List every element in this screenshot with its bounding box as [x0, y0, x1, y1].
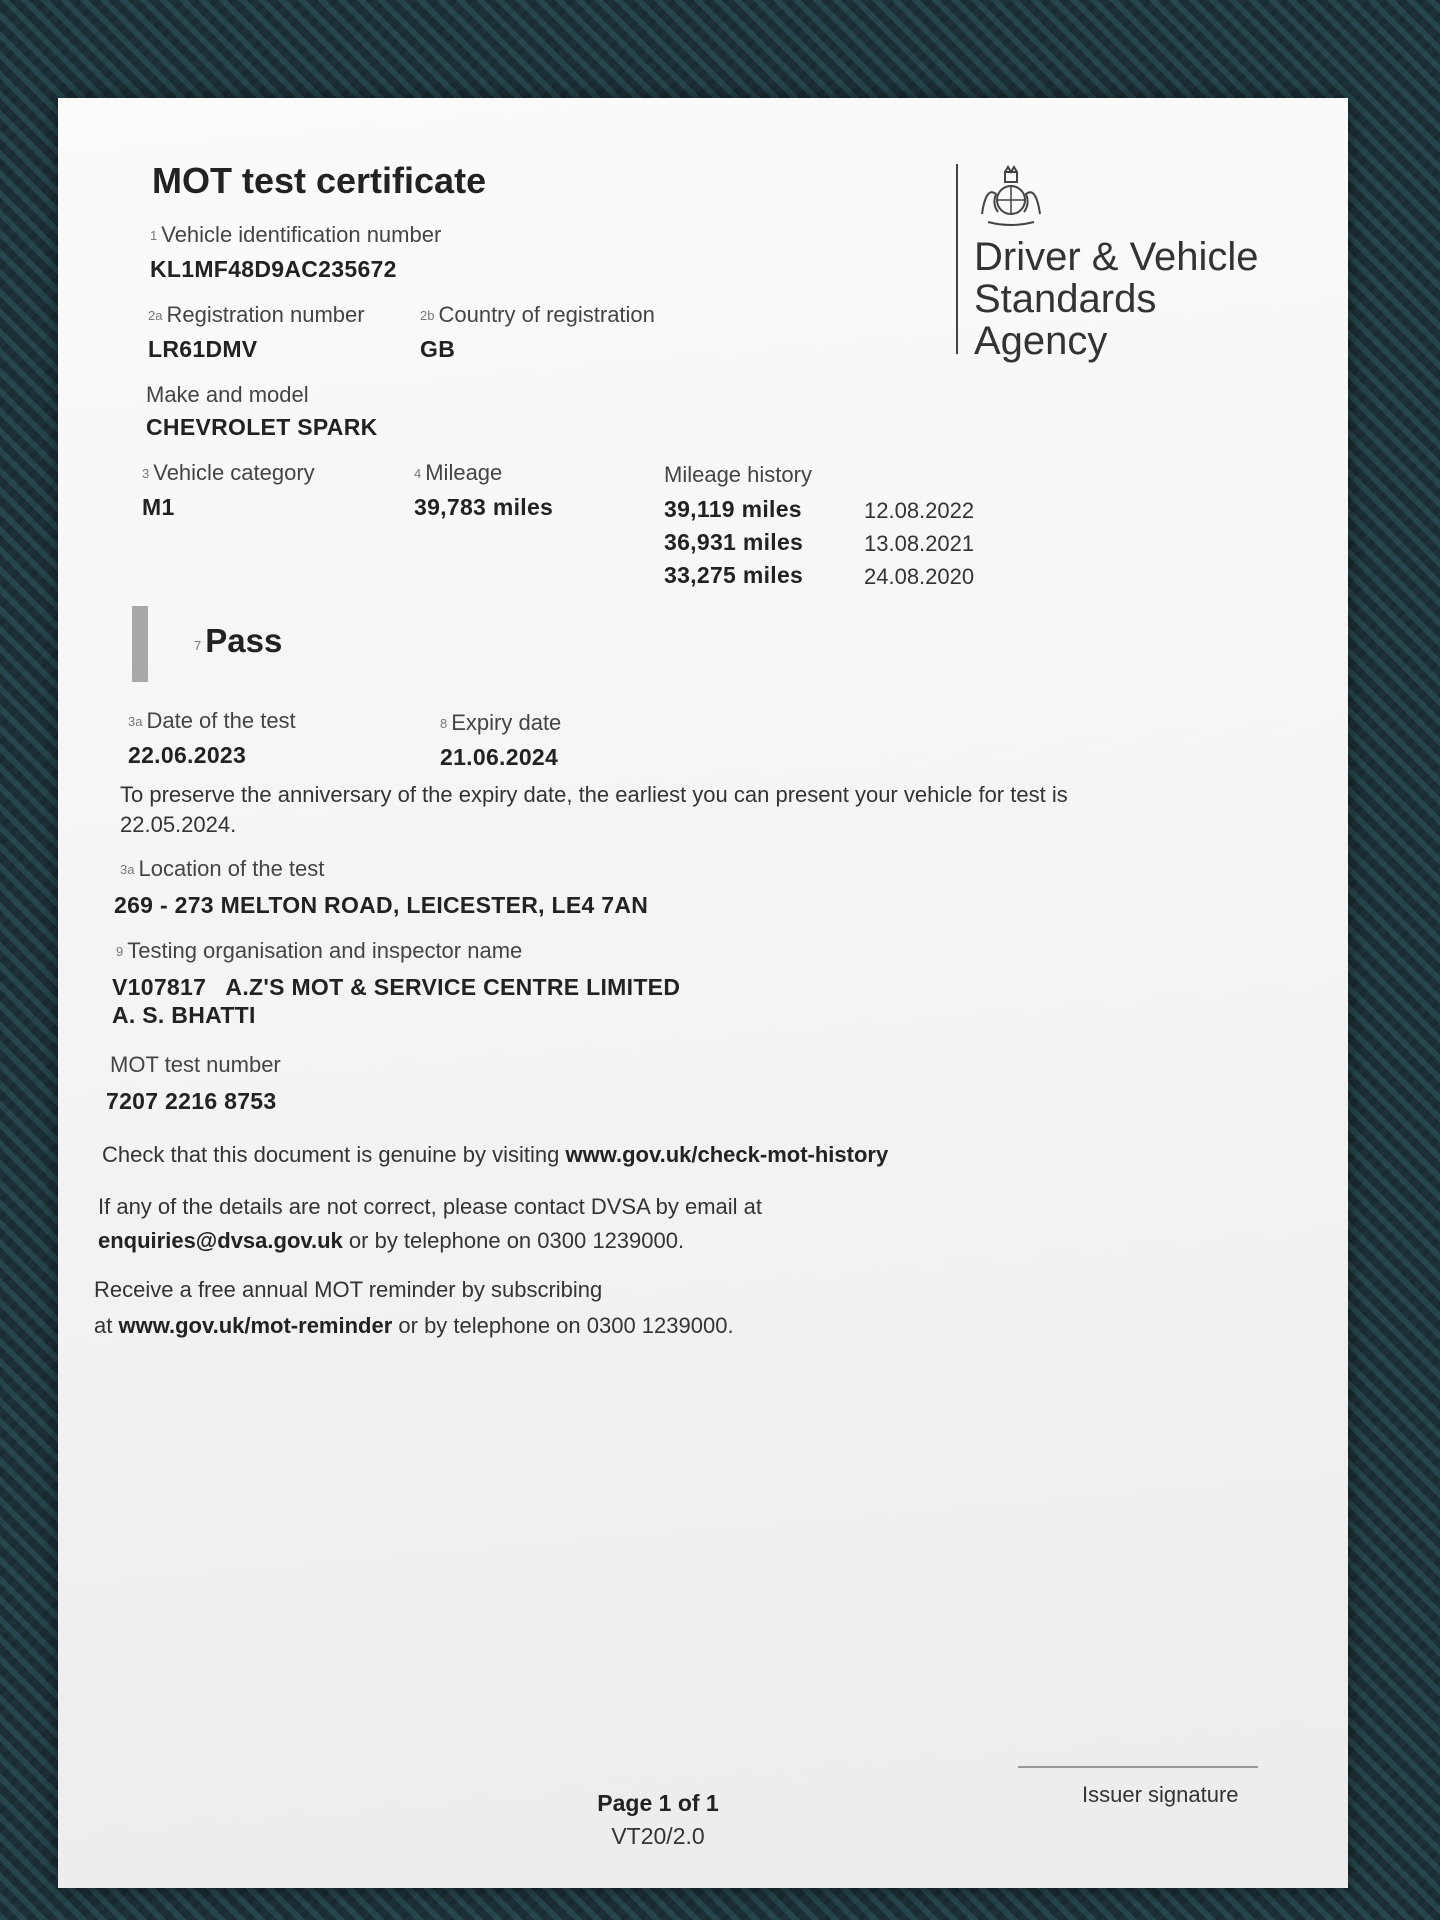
reminder-text	[94, 1272, 734, 1344]
history-date: 13.08.2021	[864, 531, 975, 556]
test-number-label: MOT test number	[110, 1052, 281, 1077]
result-label: Pass	[205, 622, 283, 659]
field-number: 2a	[148, 308, 163, 323]
field-number: 1	[150, 228, 158, 243]
document-title: MOT test certificate	[152, 160, 487, 201]
field-number: 9	[116, 944, 124, 959]
signature-line	[1018, 1766, 1258, 1768]
test-date-label-text: Date of the test	[146, 708, 296, 733]
check-genuine-text	[102, 1142, 888, 1168]
country-label	[420, 302, 655, 328]
reminder-line	[94, 1308, 734, 1344]
reminder-line: Receive a free annual MOT reminder by subscribing	[94, 1277, 603, 1302]
location-label-text: Location of the test	[138, 856, 325, 881]
reminder-at: at	[94, 1313, 119, 1338]
mileage-label-text: Mileage	[425, 460, 503, 485]
field-number: 3a	[128, 714, 143, 729]
category-value: M1	[142, 494, 175, 520]
mileage-history-list	[664, 496, 1024, 595]
mileage-history-row	[664, 496, 1024, 529]
form-code: VT20/2.0	[611, 1823, 705, 1849]
field-number: 7	[194, 638, 202, 653]
vin-label-text: Vehicle identification number	[161, 222, 442, 247]
contact-text	[98, 1190, 762, 1258]
mileage-value: 39,783 miles	[414, 494, 554, 520]
agency-name-line: Agency	[974, 319, 1108, 363]
test-date-label	[128, 708, 296, 734]
result-marker	[132, 606, 148, 682]
contact-line: If any of the details are not correct, please contact DVSA by email at	[98, 1194, 763, 1219]
category-label-text: Vehicle category	[153, 460, 315, 485]
anniversary-note-line: To preserve the anniversary of the expiry date, the earliest you can present your vehicle for test is	[120, 782, 1068, 807]
check-mot-history-link[interactable]: www.gov.uk/check-mot-history	[565, 1142, 889, 1167]
signature-label: Issuer signature	[1082, 1782, 1239, 1807]
category-label	[142, 460, 315, 486]
expiry-date-value: 21.06.2024	[440, 744, 559, 770]
field-number: 3a	[120, 862, 135, 877]
page-number: Page 1 of 1	[597, 1790, 719, 1816]
mileage-label	[414, 460, 502, 486]
expiry-date-label	[440, 710, 561, 736]
history-miles: 39,119 miles	[664, 496, 802, 522]
contact-email-link[interactable]: enquiries@dvsa.gov.uk	[98, 1228, 343, 1253]
contact-line	[98, 1224, 762, 1258]
registration-value: LR61DMV	[148, 336, 258, 362]
reminder-phone-text: or by telephone on 0300 1239000.	[392, 1313, 734, 1338]
field-number: 3	[142, 466, 150, 481]
result	[194, 622, 282, 660]
organisation-label-text: Testing organisation and inspector name	[127, 938, 523, 963]
field-number: 8	[440, 716, 448, 731]
check-text: Check that this document is genuine by visiting	[102, 1142, 566, 1167]
page-footer	[558, 1790, 758, 1850]
vin-label	[150, 222, 441, 248]
mileage-history-label: Mileage history	[664, 462, 812, 487]
logo-divider	[956, 164, 958, 354]
field-number: 4	[414, 466, 422, 481]
country-value: GB	[420, 336, 456, 362]
test-date-value: 22.06.2023	[128, 742, 247, 768]
location-label	[120, 856, 324, 882]
history-date: 24.08.2020	[864, 564, 975, 589]
mot-reminder-link[interactable]: www.gov.uk/mot-reminder	[118, 1313, 393, 1338]
mileage-history-row	[664, 529, 1024, 562]
agency-name-line: Driver & Vehicle	[974, 235, 1259, 279]
contact-phone-text: or by telephone on 0300 1239000.	[342, 1228, 685, 1253]
location-value: 269 - 273 MELTON ROAD, LEICESTER, LE4 7AN	[114, 892, 649, 918]
organisation-name: V107817 A.Z'S MOT & SERVICE CENTRE LIMITED	[112, 974, 681, 1000]
expiry-date-label-text: Expiry date	[451, 710, 562, 735]
royal-crest-icon	[976, 164, 1046, 228]
vin-value: KL1MF48D9AC235672	[150, 256, 397, 282]
anniversary-note	[120, 782, 1270, 838]
test-number-value: 7207 2216 8753	[106, 1088, 277, 1114]
agency-name	[974, 236, 1259, 362]
history-miles: 36,931 miles	[664, 529, 804, 555]
registration-label	[148, 302, 365, 328]
registration-label-text: Registration number	[166, 302, 365, 327]
history-date: 12.08.2022	[864, 498, 975, 523]
mileage-history-row	[664, 562, 1024, 595]
agency-name-line: Standards	[974, 277, 1157, 321]
inspector-name: A. S. BHATTI	[112, 1002, 256, 1028]
mot-certificate-paper	[58, 98, 1348, 1888]
make-model-value: CHEVROLET SPARK	[146, 414, 378, 440]
field-number: 2b	[420, 308, 435, 323]
make-model-label: Make and model	[146, 382, 309, 407]
organisation-label	[116, 938, 522, 964]
country-label-text: Country of registration	[438, 302, 655, 327]
anniversary-note-line: 22.05.2024.	[120, 812, 237, 837]
history-miles: 33,275 miles	[664, 562, 804, 588]
